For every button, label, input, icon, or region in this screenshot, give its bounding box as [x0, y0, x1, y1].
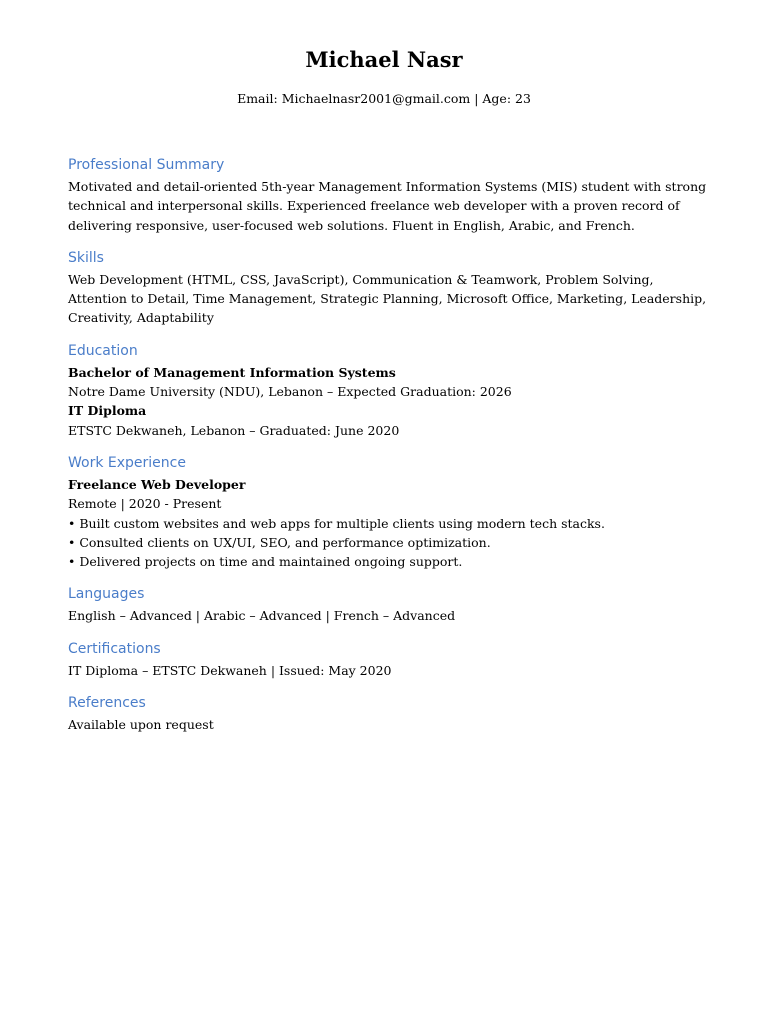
section-heading: Professional Summary: [68, 157, 225, 173]
section-heading: Languages: [68, 586, 145, 603]
education-details: ETSTC Dekwaneh, Lebanon – Graduated: June 2020: [68, 422, 400, 438]
section-skills: [68, 247, 708, 328]
section-references: [68, 692, 708, 734]
job-bullet: • Consulted clients on UX/UI, SEO, and performance optimization.: [68, 534, 491, 550]
section-heading: Education: [68, 342, 138, 359]
education-degree: Bachelor of Management Information Systems: [68, 364, 396, 380]
section-professional-summary: [68, 154, 708, 235]
contact-line: Email: Michaelnasr2001@gmail.com | Age: 23: [237, 91, 531, 106]
resume-content: [68, 154, 708, 746]
summary-text: Motivated and detail-oriented 5th-year Management Information Systems (MIS) student with strong technical and interpersonal skills. Experienced freelance web developer with a proven record of delivering responsive, user-focused web solutions. Fluent in English, Arabic, and French.: [68, 179, 707, 233]
section-work-experience: [68, 452, 708, 571]
job-bullet: • Built custom websites and web apps for multiple clients using modern tech stacks.: [68, 515, 605, 531]
education-details: Notre Dame University (NDU), Lebanon – Expected Graduation: 2026: [68, 384, 512, 400]
section-certifications: [68, 638, 708, 680]
job-meta: Remote | 2020 - Present: [68, 496, 222, 512]
education-degree: IT Diploma: [68, 403, 147, 419]
section-heading: Work Experience: [68, 454, 186, 471]
section-heading: References: [68, 695, 146, 712]
references-text: Available upon request: [68, 717, 214, 733]
section-heading: Skills: [68, 249, 104, 266]
section-languages: [68, 583, 708, 625]
resume-name: Michael Nasr: [305, 47, 463, 72]
job-title: Freelance Web Developer: [68, 476, 246, 492]
job-bullet: • Delivered projects on time and maintained ongoing support.: [68, 554, 463, 570]
section-education: [68, 340, 708, 440]
section-heading: Certifications: [68, 640, 161, 657]
certifications-text: IT Diploma – ETSTC Dekwaneh | Issued: May 2020: [68, 662, 392, 678]
skills-text: Web Development (HTML, CSS, JavaScript), Communication & Teamwork, Problem Solving, Attention to Detail, Time Management, Strategic Planning, Microsoft Office, Marketing, Leadership, Creativity, Adaptability: [68, 271, 707, 326]
languages-text: English – Advanced | Arabic – Advanced | French – Advanced: [68, 608, 456, 624]
